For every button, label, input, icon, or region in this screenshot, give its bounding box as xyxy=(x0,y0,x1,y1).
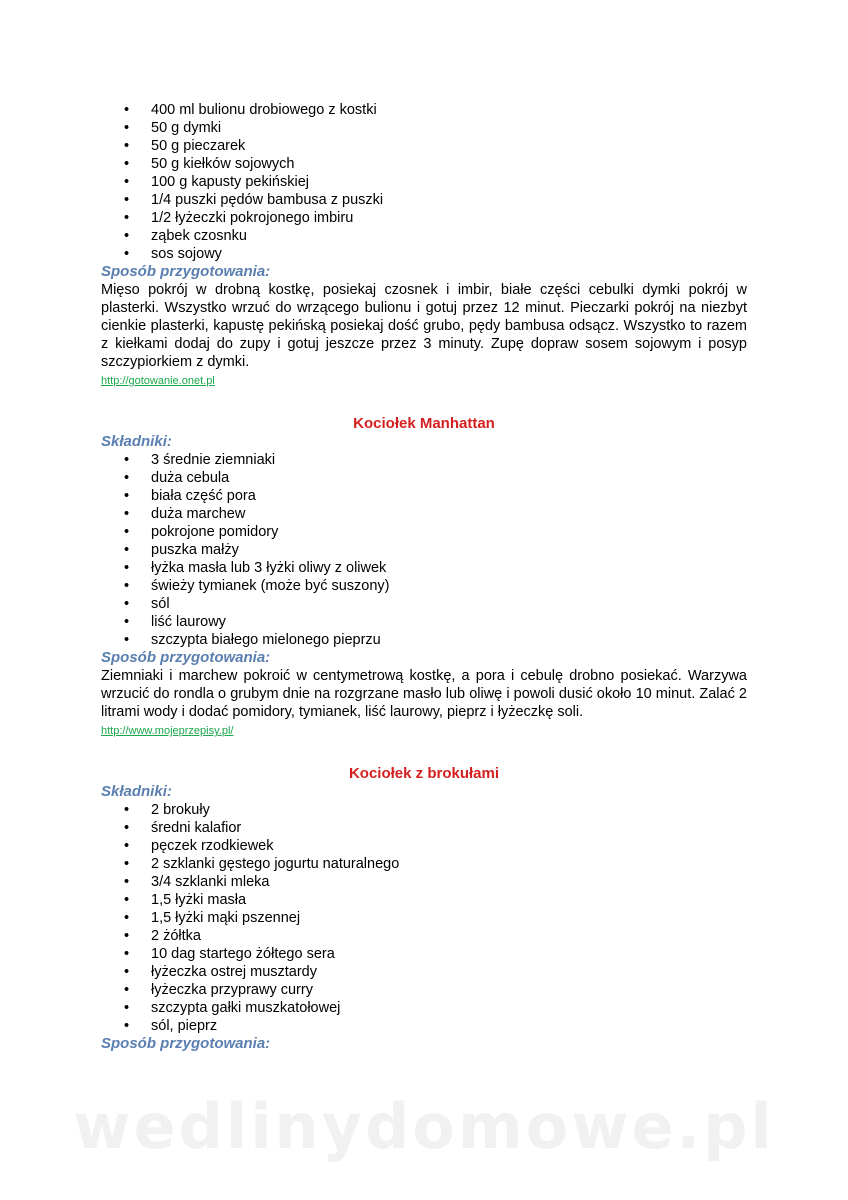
method-text: Ziemniaki i marchew pokroić w centymetrową kostkę, a pora i cebulę drobno posiekać. Warzywa wrzucić do rondla o grubym dnie na rozgrzane masło lub oliwę i powoli dusić około 10 minut. Zalać 2 litrami wody i dodać pomidory, tymianek, liść laurowy, pieprz i łyżeczkę soli. xyxy=(101,668,747,720)
list-item: • 3 średnie ziemniaki xyxy=(101,451,747,469)
list-item: • 1,5 łyżki mąki pszennej xyxy=(101,909,747,927)
intro-ingredients-list xyxy=(101,101,747,263)
list-item: • liść laurowy xyxy=(101,613,747,631)
list-item: • duża marchew xyxy=(101,505,747,523)
list-item: • świeży tymianek (może być suszony) xyxy=(101,577,747,595)
list-item: • szczypta białego mielonego pieprzu xyxy=(101,631,747,649)
watermark: wedlinydomowe.pl xyxy=(73,1090,775,1163)
list-item: • sos sojowy xyxy=(101,245,747,263)
list-item: • 2 brokuły xyxy=(101,801,747,819)
list-item: • ząbek czosnku xyxy=(101,227,747,245)
list-item: • 50 g kiełków sojowych xyxy=(101,155,747,173)
list-item: • szczypta gałki muszkatołowej xyxy=(101,999,747,1017)
document-page xyxy=(101,101,747,1053)
list-item: • duża cebula xyxy=(101,469,747,487)
list-item: • sól, pieprz xyxy=(101,1017,747,1035)
ingredients-list xyxy=(101,451,747,649)
list-item: • 3/4 szklanki mleka xyxy=(101,873,747,891)
source-link[interactable]: http://gotowanie.onet.pl xyxy=(101,375,215,387)
list-item: • 2 żółtka xyxy=(101,927,747,945)
method-heading: Sposób przygotowania: xyxy=(101,1035,271,1052)
list-item: • 100 g kapusty pekińskiej xyxy=(101,173,747,191)
ingredients-heading: Składniki: xyxy=(101,783,172,800)
list-item: • 10 dag startego żółtego sera xyxy=(101,945,747,963)
list-item: • łyżeczka ostrej musztardy xyxy=(101,963,747,981)
list-item: • 2 szklanki gęstego jogurtu naturalnego xyxy=(101,855,747,873)
list-item: • biała część pora xyxy=(101,487,747,505)
list-item: • pokrojone pomidory xyxy=(101,523,747,541)
list-item: • średni kalafior xyxy=(101,819,747,837)
list-item: • 1/2 łyżeczki pokrojonego imbiru xyxy=(101,209,747,227)
list-item: • łyżeczka przyprawy curry xyxy=(101,981,747,999)
list-item: • 400 ml bulionu drobiowego z kostki xyxy=(101,101,747,119)
source-link[interactable]: http://www.mojeprzepisy.pl/ xyxy=(101,725,234,737)
method-heading: Sposób przygotowania: xyxy=(101,263,271,280)
list-item: • pęczek rzodkiewek xyxy=(101,837,747,855)
list-item: • 50 g pieczarek xyxy=(101,137,747,155)
list-item: • łyżka masła lub 3 łyżki oliwy z oliwek xyxy=(101,559,747,577)
recipe-title: Kociołek z brokułami xyxy=(348,765,500,782)
list-item: • 50 g dymki xyxy=(101,119,747,137)
list-item: • puszka małży xyxy=(101,541,747,559)
ingredients-heading: Składniki: xyxy=(101,433,172,450)
method-text: Mięso pokrój w drobną kostkę, posiekaj czosnek i imbir, białe części cebulki dymki pokrój w plasterki. Wszystko wrzuć do wrzącego bulionu i gotuj przez 12 minut. Pieczarki pokrój na niezbyt cienkie plasterki, kapustę pekińską posiekaj dość grubo, pędy bambusa odsącz. Wszystko to razem z kiełkami dodaj do zupy i gotuj jeszcze przez 3 minuty. Zupę dopraw sosem sojowym i posyp szczypiorkiem z dymki. xyxy=(101,282,747,370)
recipe-title: Kociołek Manhattan xyxy=(353,415,495,432)
list-item: • 1/4 puszki pędów bambusa z puszki xyxy=(101,191,747,209)
list-item: • sól xyxy=(101,595,747,613)
method-heading: Sposób przygotowania: xyxy=(101,649,271,666)
ingredients-list xyxy=(101,801,747,1035)
list-item: • 1,5 łyżki masła xyxy=(101,891,747,909)
